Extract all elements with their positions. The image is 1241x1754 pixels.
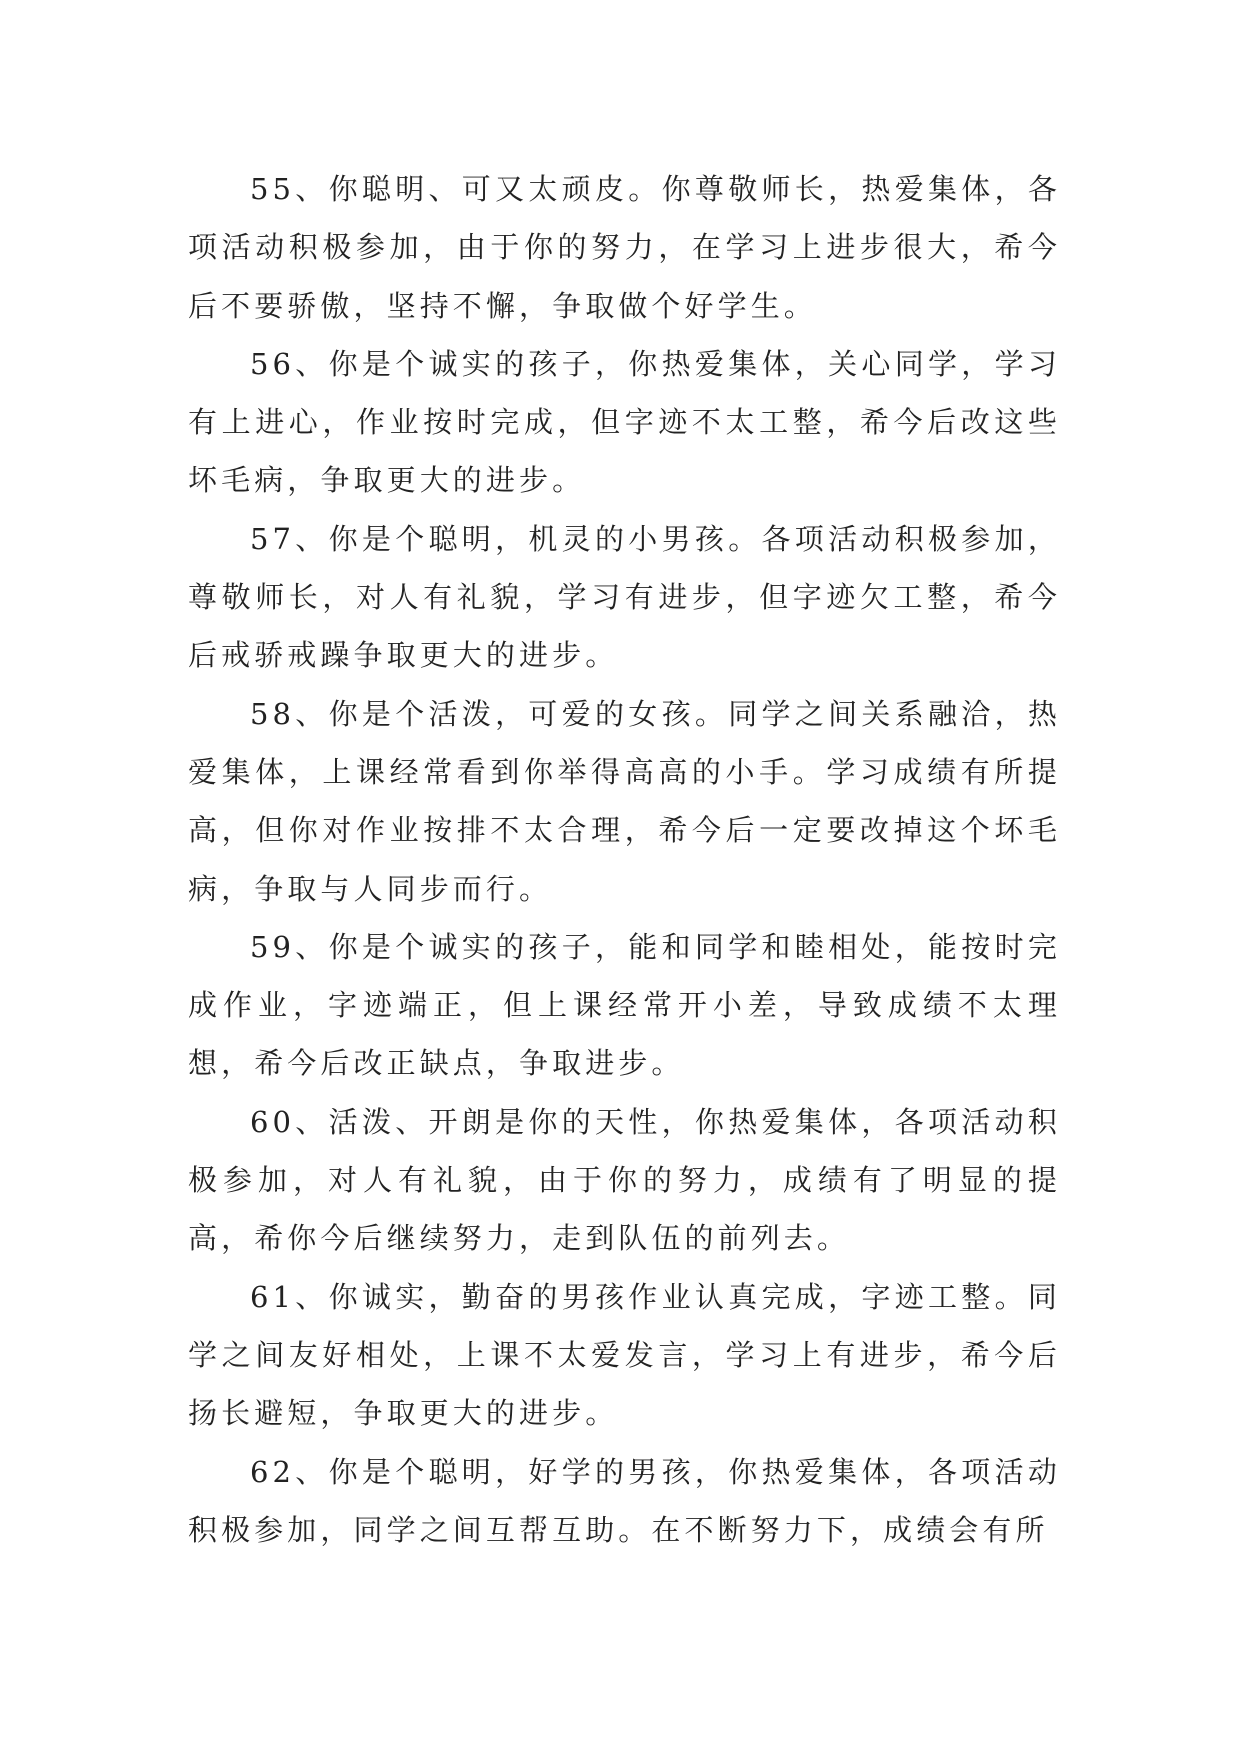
comment-paragraph-58: 58、你是个活泼，可爱的女孩。同学之间关系融洽，热爱集体，上课经常看到你举得高高的小手。学习成绩有所提高，但你对作业按排不太合理，希今后一定要改掉这个坏毛病，争取与人同步而行。 [188, 696, 1061, 906]
comment-paragraph-57: 57、你是个聪明，机灵的小男孩。各项活动积极参加，尊敬师长，对人有礼貌，学习有进步，但字迹欠工整，希今后戒骄戒躁争取更大的进步。 [188, 521, 1061, 673]
comment-paragraph-56: 56、你是个诚实的孩子，你热爱集体，关心同学，学习有上进心，作业按时完成，但字迹不太工整，希今后改这些坏毛病，争取更大的进步。 [188, 346, 1061, 498]
comment-paragraph-61: 61、你诚实，勤奋的男孩作业认真完成，字迹工整。同学之间友好相处，上课不太爱发言，学习上有进步，希今后扬长避短，争取更大的进步。 [188, 1279, 1061, 1431]
comment-paragraph-59: 59、你是个诚实的孩子，能和同学和睦相处，能按时完成作业，字迹端正，但上课经常开小差，导致成绩不太理想，希今后改正缺点，争取进步。 [188, 929, 1061, 1081]
comment-paragraph-60: 60、活泼、开朗是你的天性，你热爱集体，各项活动积极参加，对人有礼貌，由于你的努力，成绩有了明显的提高，希你今后继续努力，走到队伍的前列去。 [188, 1104, 1061, 1256]
document-body [188, 160, 1061, 1559]
comment-paragraph-55: 55、你聪明、可又太顽皮。你尊敬师长，热爱集体，各项活动积极参加，由于你的努力，在学习上进步很大，希今后不要骄傲，坚持不懈，争取做个好学生。 [188, 172, 1061, 323]
comment-paragraph-62: 62、你是个聪明，好学的男孩，你热爱集体，各项活动积极参加，同学之间互帮互助。在不断努力下，成绩会有所 [188, 1454, 1061, 1547]
